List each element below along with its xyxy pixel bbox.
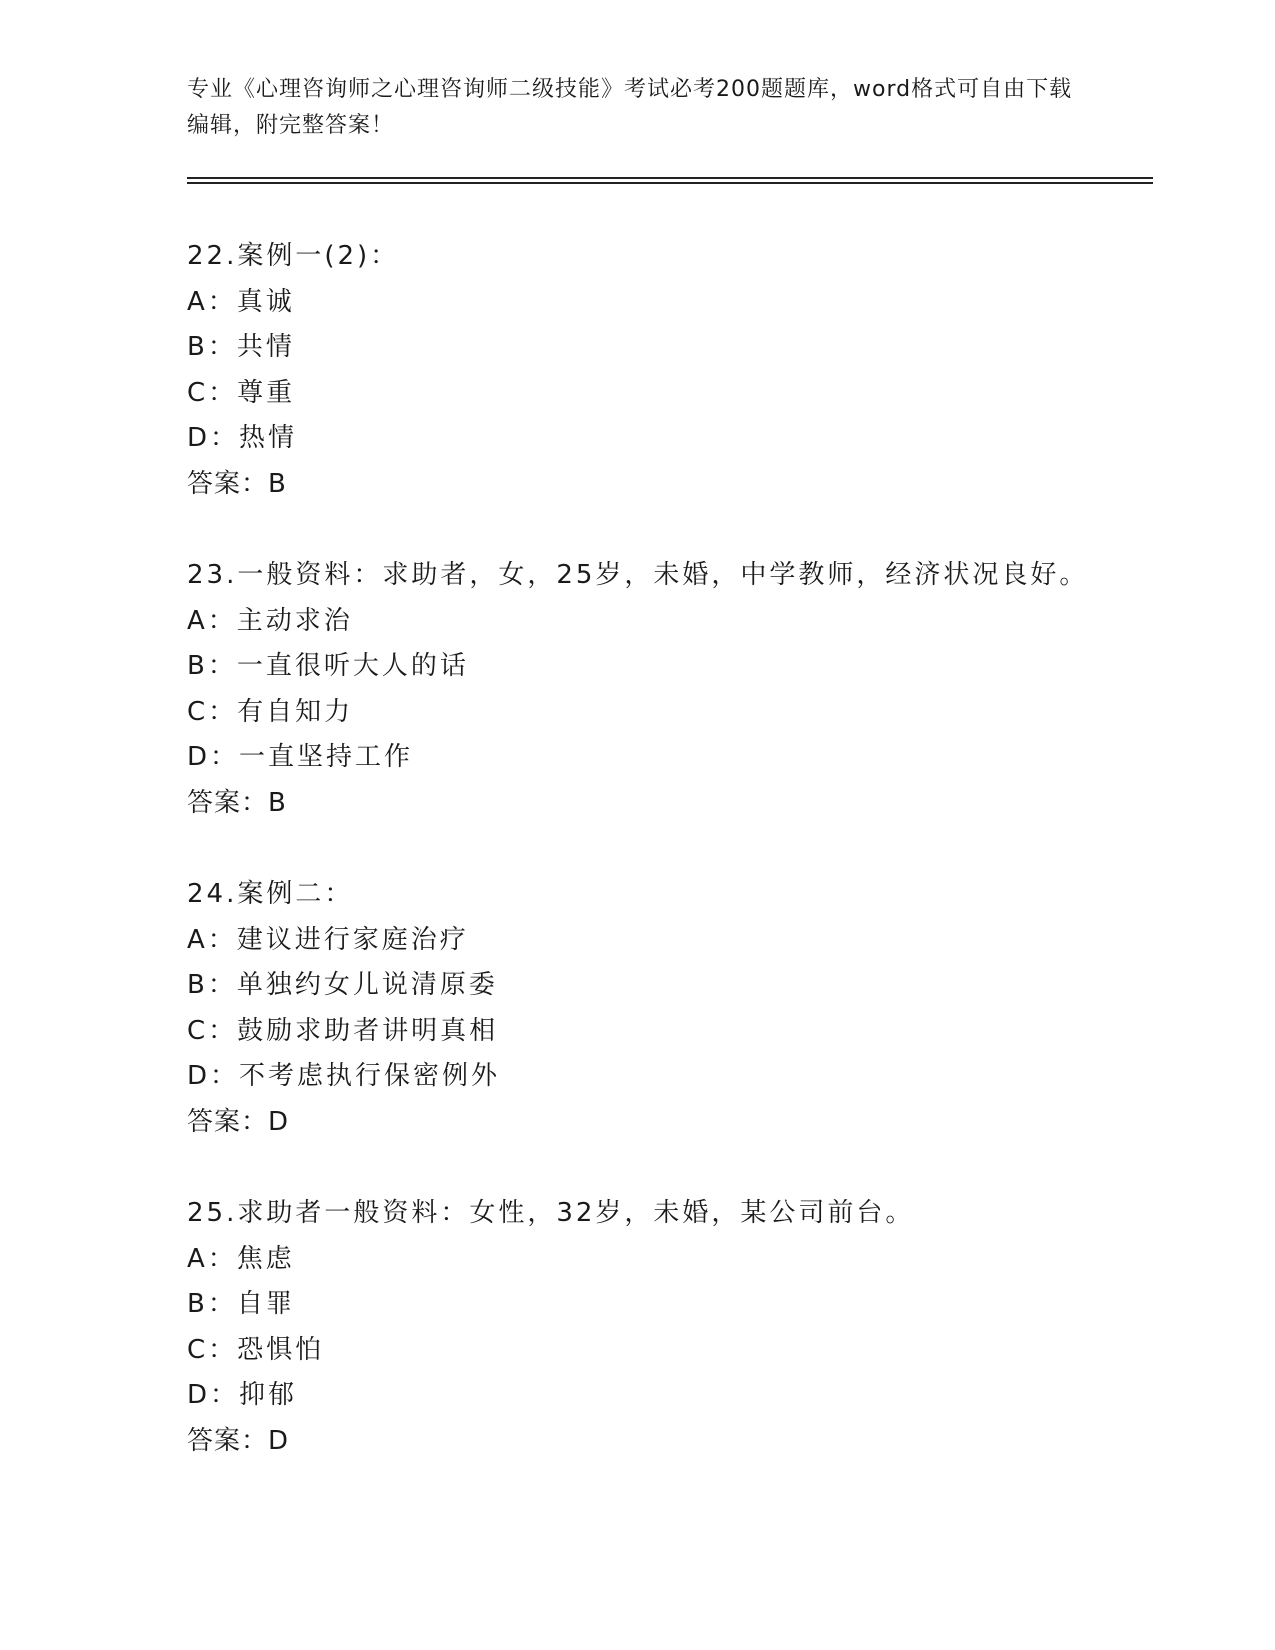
question-stem: 24.案例二： <box>187 879 354 909</box>
option-a: A：主动求治 <box>187 605 353 636</box>
question-23 <box>187 553 1147 826</box>
question-24 <box>187 872 1147 1145</box>
option-b: B：共情 <box>187 332 295 362</box>
answer-label: 答案：B <box>187 468 287 499</box>
option-b: B：一直很听大人的话 <box>187 651 469 681</box>
option-d: D：热情 <box>187 423 298 453</box>
option-d: D：不考虑执行保密例外 <box>187 1061 501 1091</box>
answer-label: 答案：B <box>187 787 287 818</box>
option-a: A：建议进行家庭治疗 <box>187 924 469 955</box>
question-22 <box>187 234 1147 507</box>
option-c: C：恐惧怕 <box>187 1334 325 1365</box>
option-b: B：自罪 <box>187 1289 295 1319</box>
header-divider-top <box>187 177 1153 179</box>
header-divider-bottom <box>187 182 1153 184</box>
question-stem: 25.求助者一般资料：女性，32岁，未婚，某公司前台。 <box>187 1198 915 1228</box>
option-a: A：焦虑 <box>187 1243 295 1274</box>
answer-label: 答案：D <box>187 1425 290 1456</box>
answer-label: 答案：D <box>187 1106 290 1137</box>
document-intro: 专业《心理咨询师之心理咨询师二级技能》考试必考200题题库，word格式可自由下载编辑，附完整答案！ <box>187 77 1073 138</box>
question-25 <box>187 1191 1147 1464</box>
option-c: C：有自知力 <box>187 696 354 727</box>
question-stem: 23.一般资料：求助者，女，25岁，未婚，中学教师，经济状况良好。 <box>187 560 1089 590</box>
option-c: C：鼓励求助者讲明真相 <box>187 1015 499 1046</box>
option-d: D：抑郁 <box>187 1380 298 1410</box>
question-stem: 22.案例一(2)： <box>187 241 400 271</box>
option-b: B：单独约女儿说清原委 <box>187 970 498 1000</box>
option-a: A：真诚 <box>187 286 295 317</box>
option-d: D：一直坚持工作 <box>187 742 414 772</box>
option-c: C：尊重 <box>187 377 296 408</box>
